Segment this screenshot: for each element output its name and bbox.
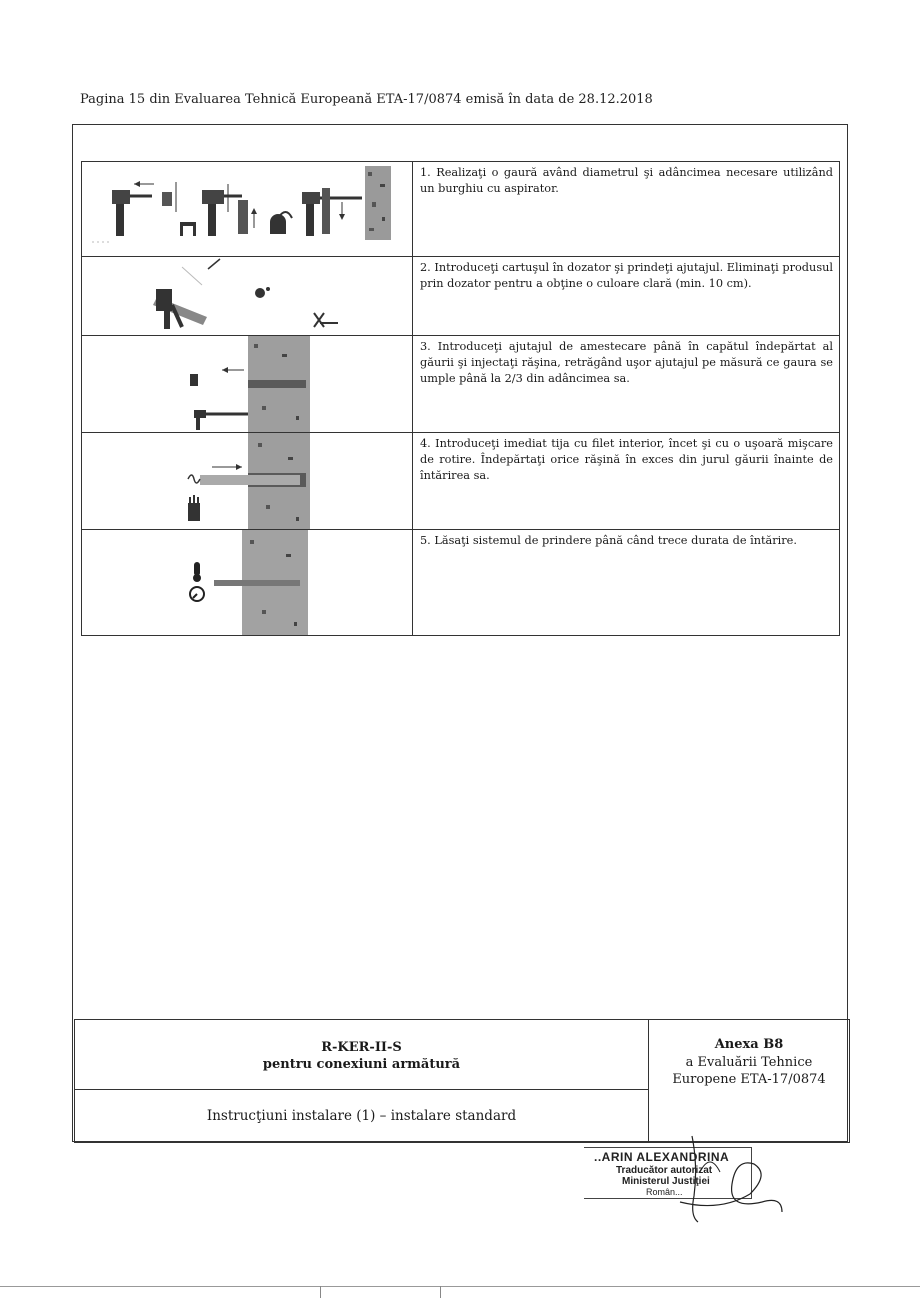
product-name: R-KER-II-S — [321, 1040, 402, 1055]
step-text: 3. Introduceţi ajutajul de amestecare până în capătul îndepărtat al găurii şi injectaţi răşina, retrăgând uşor ajutajul pe măsură ce gaura se umple până la 2/3 din adâncimea sa. — [413, 336, 840, 433]
step-row — [82, 530, 840, 636]
page-bottom-rule — [0, 1286, 920, 1287]
product-purpose: pentru conexiuni armătură — [262, 1056, 461, 1072]
product-title-cell — [75, 1020, 649, 1090]
step-text: 1. Realizaţi o gaură având diametrul şi adâncimea necesare utilizând un burghiu cu aspirator. — [413, 162, 840, 257]
stamp-name: ..ARIN ALEXANDRINA — [594, 1150, 730, 1164]
injection-illustration — [82, 336, 413, 433]
step-row — [82, 433, 840, 530]
signature-mark — [640, 1132, 790, 1227]
annex-title: Anexa B8 — [714, 1037, 784, 1052]
installation-steps-table — [81, 161, 840, 636]
step-text: 5. Lăsaţi sistemul de prindere până când trece durata de întărire. — [413, 530, 840, 636]
rod-insertion-illustration — [82, 433, 413, 530]
page-bottom-tick — [320, 1286, 321, 1298]
annex-footer — [74, 1019, 850, 1143]
stamp-country: Român... — [646, 1187, 683, 1197]
step-row — [82, 162, 840, 257]
drilling-illustration — [82, 162, 413, 257]
stamp-ministry: Ministerul Justiţiei — [622, 1176, 710, 1187]
annex-line-3: Europene ETA-17/0874 — [672, 1072, 826, 1088]
stamp-role: Traducător autorizat — [616, 1165, 713, 1176]
step-row — [82, 336, 840, 433]
page-bottom-tick — [440, 1286, 441, 1298]
dispenser-illustration — [82, 257, 413, 336]
annex-line-2: a Evaluării Tehnice — [685, 1054, 813, 1070]
section-title: Instrucţiuni instalare (1) – instalare standard — [75, 1090, 649, 1143]
step-text: 4. Introduceţi imediat tija cu filet interior, încet şi cu o uşoară mişcare de rotire. Îndepărtaţi orice răşină în exces din jurul găurii înainte de întărirea sa. — [413, 433, 840, 530]
page-header: Pagina 15 din Evaluarea Tehnică Europeană ETA-17/0874 emisă în data de 28.12.2018 — [80, 92, 653, 107]
curing-illustration — [82, 530, 413, 636]
step-text: 2. Introduceţi cartuşul în dozator şi prindeţi ajutajul. Eliminaţi produsul prin dozator pentru a obţine o culoare clară (min. 10 cm). — [413, 257, 840, 336]
step-row — [82, 257, 840, 336]
